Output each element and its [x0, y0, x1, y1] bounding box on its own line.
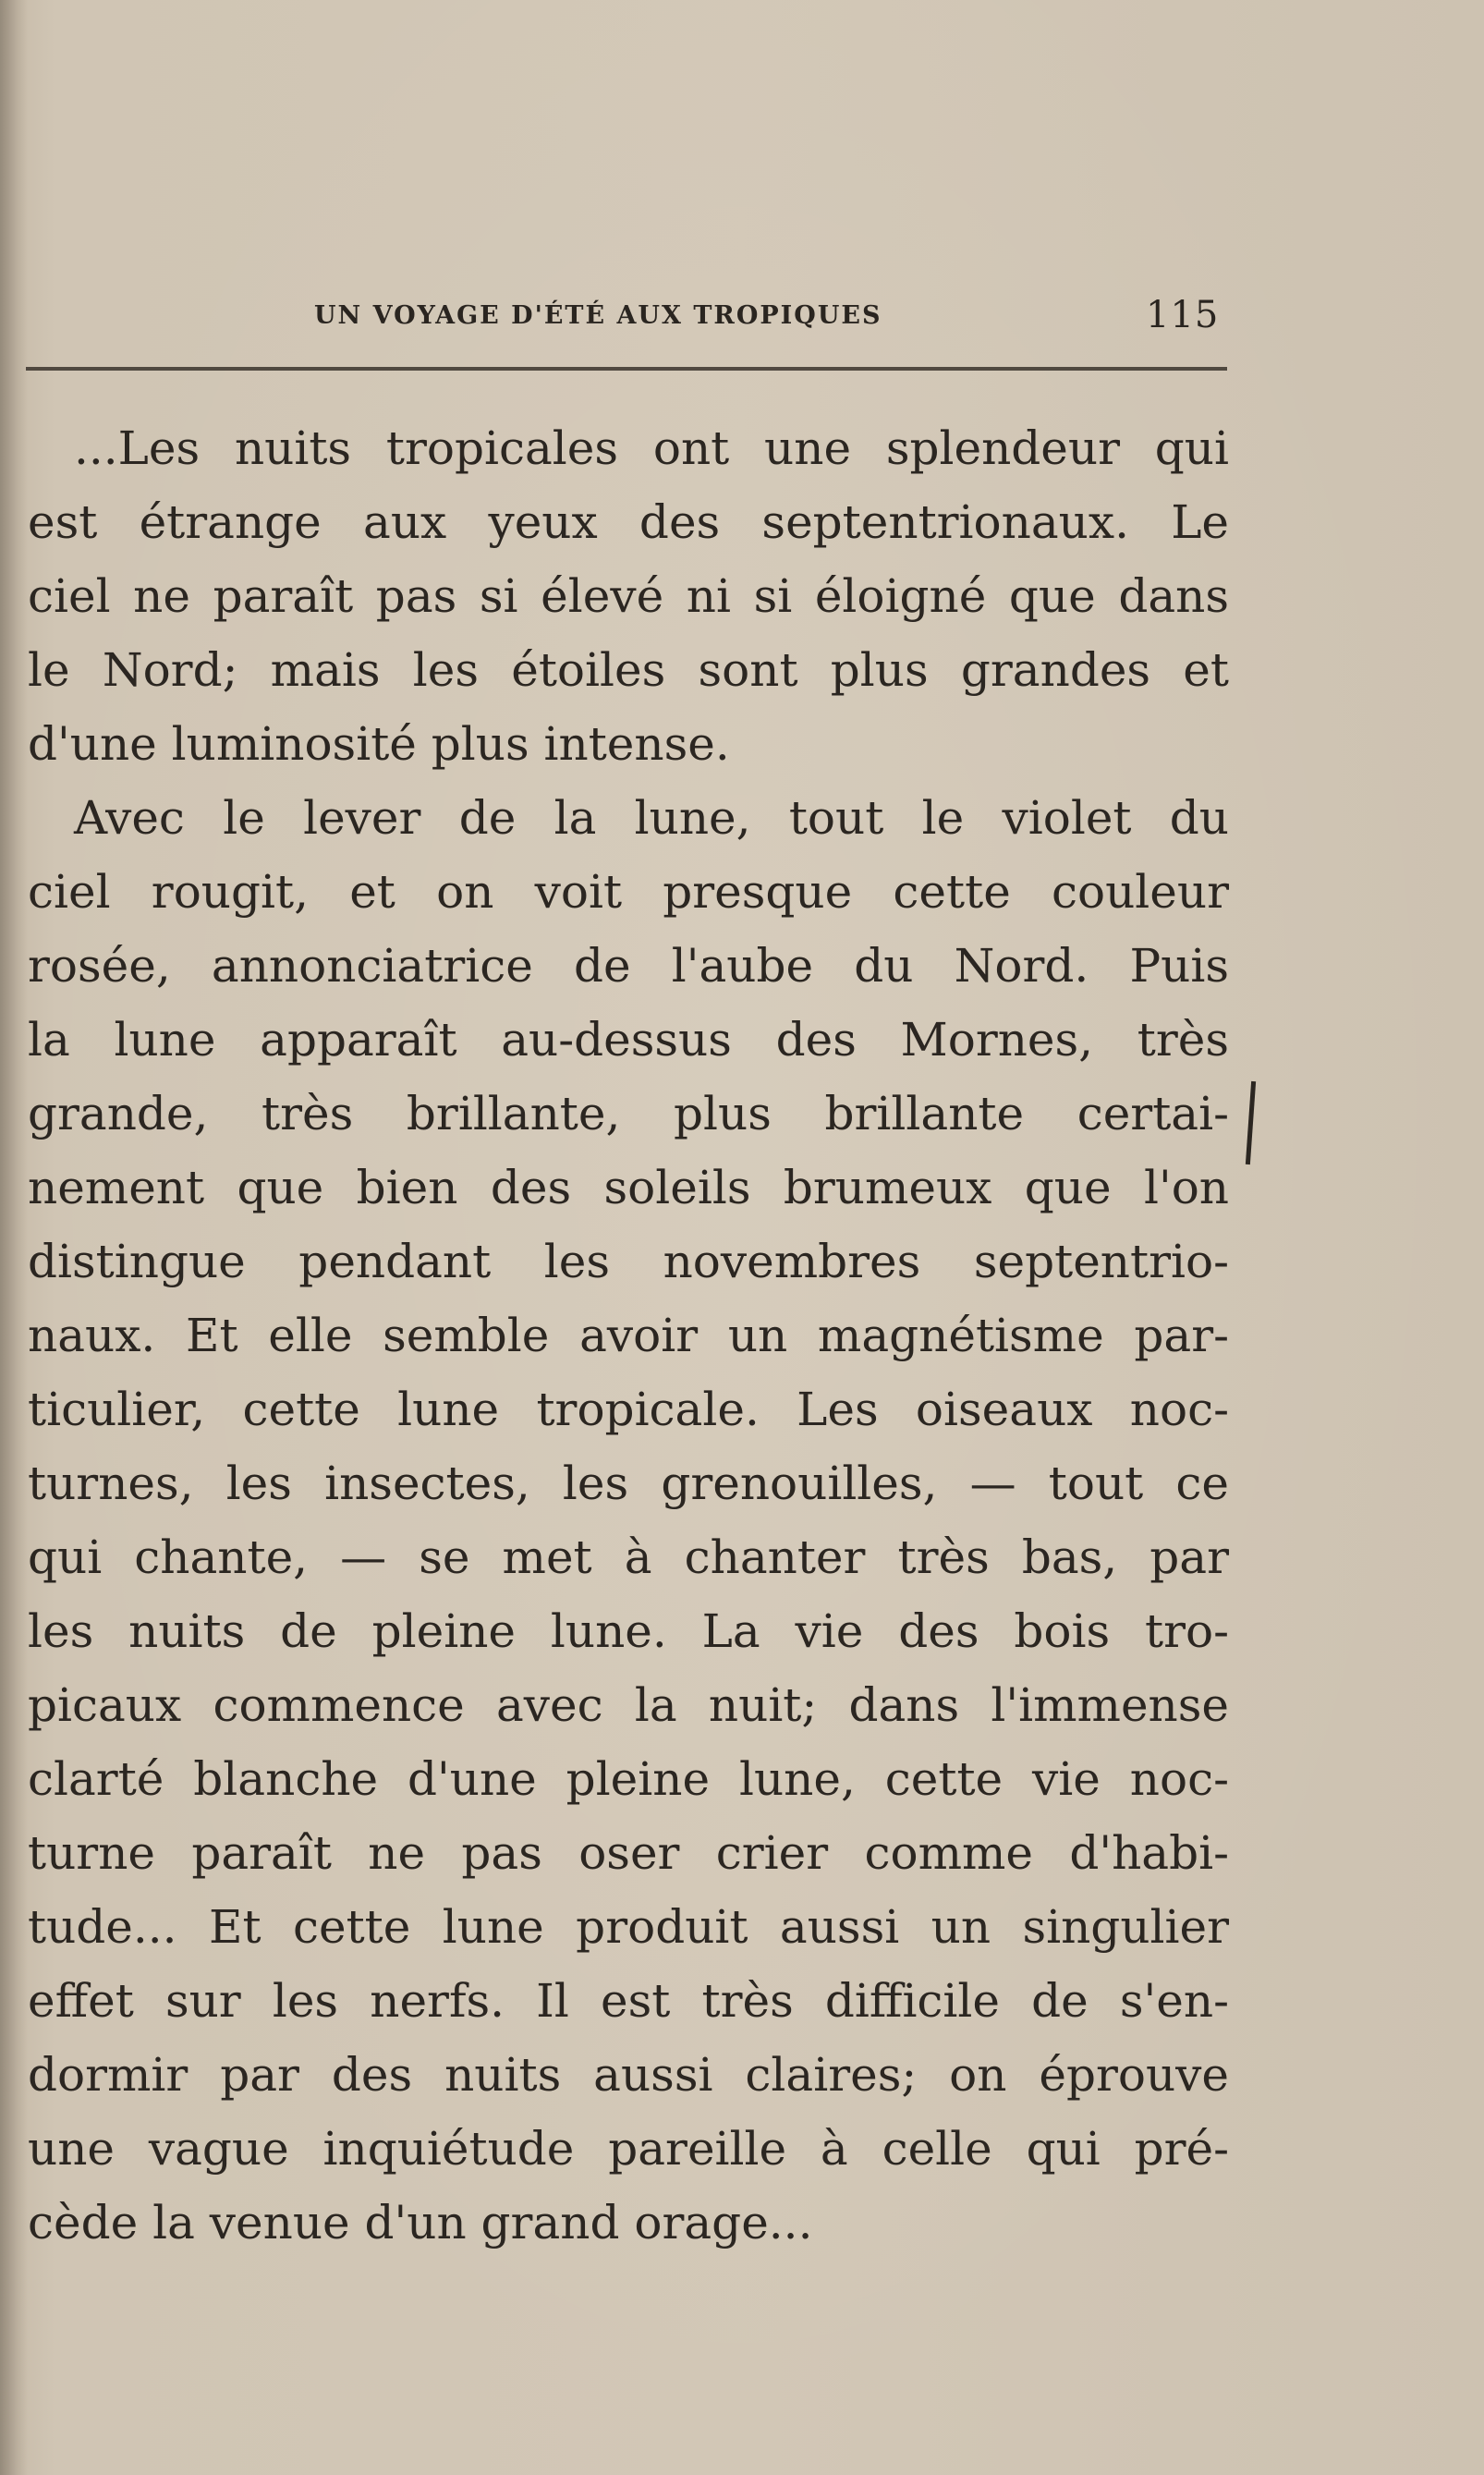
text-line: picaux commence avec la nuit; dans l'immense [28, 1678, 1229, 1732]
text-line: grande, très brillante, plus brillante certai- [28, 1087, 1229, 1140]
text-line: tude... Et cette lune produit aussi un singulier [28, 1900, 1229, 1954]
running-title: UN VOYAGE D'ÉTÉ AUX TROPIQUES [314, 301, 882, 330]
text-line: rosée, annonciatrice de l'aube du Nord. Puis [28, 939, 1229, 993]
text-line: Avec le lever de la lune, tout le violet du [74, 791, 1229, 845]
text-line: ...Les nuits tropicales ont une splendeur qui [74, 421, 1229, 475]
text-line: d'une luminosité plus intense. [28, 717, 730, 771]
text-line: distingue pendant les novembres septentrio- [28, 1235, 1229, 1288]
spine-shadow [0, 0, 28, 2475]
text-line: les nuits de pleine lune. La vie des bois tro- [28, 1604, 1229, 1658]
text-line: dormir par des nuits aussi claires; on éprouve [28, 2048, 1229, 2102]
page-number: 115 [1146, 294, 1220, 336]
text-line: qui chante, — se met à chanter très bas, par [28, 1530, 1229, 1584]
text-line: nement que bien des soleils brumeux que l'on [28, 1161, 1229, 1214]
text-line: ticulier, cette lune tropicale. Les oiseaux noc- [28, 1383, 1229, 1436]
text-line: naux. Et elle semble avoir un magnétisme par- [28, 1309, 1229, 1362]
margin-pencil-mark [1246, 1081, 1256, 1164]
text-line: turne paraît ne pas oser crier comme d'habi- [28, 1826, 1229, 1880]
text-line: ciel ne paraît pas si élevé ni si éloigné que dans [28, 569, 1229, 623]
text-line: la lune apparaît au-dessus des Mornes, très [28, 1013, 1229, 1067]
text-line: clarté blanche d'une pleine lune, cette vie noc- [28, 1752, 1229, 1806]
page-header [0, 294, 1484, 335]
text-line: le Nord; mais les étoiles sont plus grandes et [28, 643, 1229, 697]
text-line: ciel rougit, et on voit presque cette couleur [28, 865, 1229, 919]
text-line: une vague inquiétude pareille à celle qui pré- [28, 2122, 1229, 2176]
text-line: est étrange aux yeux des septentrionaux. Le [28, 495, 1229, 549]
header-rule [26, 367, 1227, 371]
text-line: cède la venue d'un grand orage... [28, 2196, 813, 2249]
text-line: effet sur les nerfs. Il est très difficile de s'en- [28, 1974, 1229, 2028]
body-text [28, 411, 1229, 2260]
text-line: turnes, les insectes, les grenouilles, — tout ce [28, 1457, 1229, 1510]
